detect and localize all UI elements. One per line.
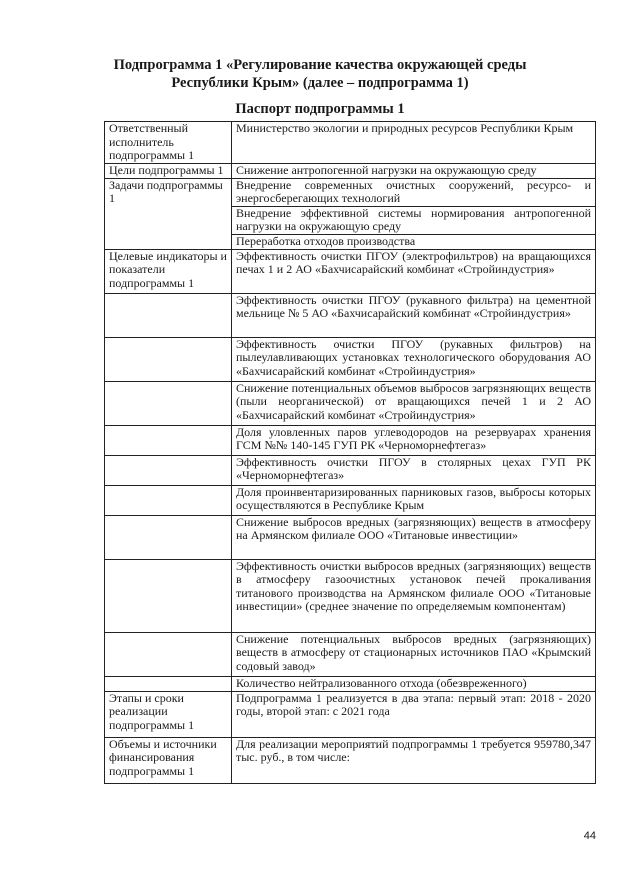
table-row <box>105 293 596 337</box>
row-value: Подпрограмма 1 реализуется в два этапа: первый этап: 2018 - 2020 годы, второй этап: с 2021 года <box>232 691 596 737</box>
passport-table <box>104 121 596 784</box>
row-label <box>105 337 232 381</box>
row-value: Внедрение эффективной системы нормирования антропогенной нагрузки на окружающую среду <box>232 206 596 234</box>
row-label <box>105 515 232 559</box>
table-row <box>105 122 596 164</box>
table-row <box>105 691 596 737</box>
row-label: Ответственный исполнитель подпрограммы 1 <box>105 122 232 164</box>
row-value: Доля проинвентаризированных парниковых газов, выбросы которых осуществляются в Республике Крым <box>232 485 596 515</box>
table-row <box>105 381 596 425</box>
table-row <box>105 164 596 179</box>
row-value: Эффективность очистки ПГОУ (электрофильтров) на вращающихся печах 1 и 2 АО «Бахчисарайский комбинат «Стройиндустрия» <box>232 249 596 293</box>
row-value: Эффективность очистки ПГОУ (рукавного фильтра) на цементной мельнице № 5 АО «Бахчисарайский комбинат «Стройиндустрия» <box>232 293 596 337</box>
row-label: Этапы и сроки реализации подпрограммы 1 <box>105 691 232 737</box>
page-number: 44 <box>583 830 596 842</box>
row-value: Количество нейтрализованного отхода (обезвреженного) <box>232 676 596 691</box>
table-row <box>105 455 596 485</box>
row-value: Эффективность очистки выбросов вредных (загрязняющих) веществ в атмосферу газоочистных установок печей прокаливания титанового производства на Армянском филиале ООО «Титановые инвестиции» (среднее значение по определяемым компонентам) <box>232 559 596 632</box>
table-row <box>105 676 596 691</box>
row-value: Снижение потенциальных объемов выбросов загрязняющих веществ (пыли неорганической) от вращающихся печей 1 и 2 АО «Бахчисарайский комбинат «Стройиндустрия» <box>232 381 596 425</box>
table-row <box>105 178 596 206</box>
row-value: Снижение выбросов вредных (загрязняющих) веществ в атмосферу на Армянском филиале ООО «Титановые инвестиции» <box>232 515 596 559</box>
row-label: Объемы и источники финансирования подпрограммы 1 <box>105 737 232 783</box>
row-label <box>105 559 232 632</box>
table-row <box>105 337 596 381</box>
row-value: Для реализации мероприятий подпрограммы 1 требуется 959780,347 тыс. руб., в том числе: <box>232 737 596 783</box>
passport-heading: Паспорт подпрограммы 1 <box>235 101 405 117</box>
table-row <box>105 737 596 783</box>
row-label <box>105 485 232 515</box>
row-label <box>105 425 232 455</box>
row-value: Внедрение современных очистных сооружений, ресурсо- и энергосберегающих технологий <box>232 178 596 206</box>
row-value: Снижение потенциальных выбросов вредных (загрязняющих) веществ в атмосферу от стационарных источников ПАО «Крымский содовый завод» <box>232 632 596 676</box>
table-row <box>105 515 596 559</box>
row-label: Целевые индикаторы и показатели подпрограммы 1 <box>105 249 232 293</box>
row-value: Министерство экологии и природных ресурсов Республики Крым <box>232 122 596 164</box>
row-value: Эффективность очистки ПГОУ в столярных цехах ГУП РК «Черноморнефтегаз» <box>232 455 596 485</box>
row-value: Переработка отходов производства <box>232 234 596 249</box>
table-row <box>105 559 596 632</box>
row-label <box>105 455 232 485</box>
table-row <box>105 632 596 676</box>
row-value: Снижение антропогенной нагрузки на окружающую среду <box>232 164 596 179</box>
subprogram-title: Подпрограмма 1 «Регулирование качества окружающей среды Республики Крым» (далее – подпрограмма 1) <box>113 57 527 91</box>
row-label: Задачи подпрограммы 1 <box>105 178 232 249</box>
table-row <box>105 425 596 455</box>
row-value: Эффективность очистки ПГОУ (рукавных фильтров) на пылеулавливающих установках технологического оборудования АО «Бахчисарайский комбинат «Стройиндустрия» <box>232 337 596 381</box>
row-value: Доля уловленных паров углеводородов на резервуарах хранения ГСМ №№ 140-145 ГУП РК «Черноморнефтегаз» <box>232 425 596 455</box>
row-label: Цели подпрограммы 1 <box>105 164 232 179</box>
row-label <box>105 676 232 691</box>
table-row <box>105 249 596 293</box>
row-label <box>105 293 232 337</box>
row-label <box>105 381 232 425</box>
row-label <box>105 632 232 676</box>
table-row <box>105 485 596 515</box>
